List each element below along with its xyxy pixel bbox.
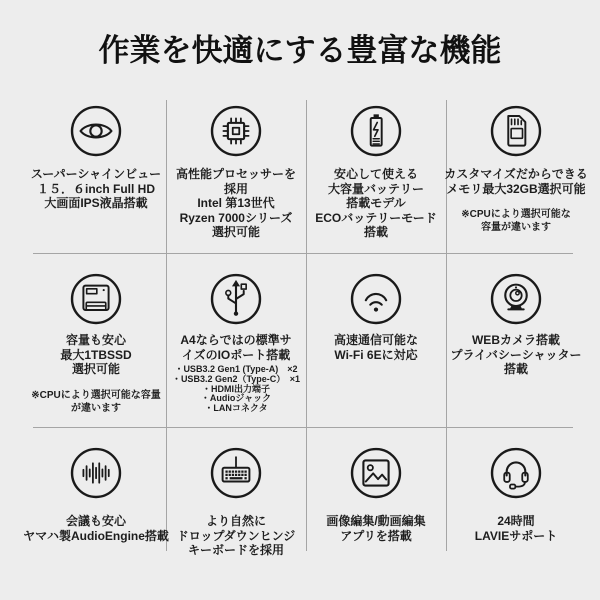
feature-line: １５．６inch Full HD: [36, 181, 155, 196]
eye-icon: [70, 105, 122, 157]
feature-line: カスタマイズだからできる: [444, 167, 588, 181]
audio-waveform-icon: [70, 447, 122, 499]
feature-line: Wi-Fi 6Eに対応: [334, 347, 418, 362]
feature-line: 高性能プロセッサーを: [175, 167, 296, 181]
feature-line: 搭載モデル: [346, 196, 406, 210]
port-list-item: ・USB3.2 Gen2（Type-C） ×1: [171, 373, 301, 384]
feature-line: 大画面IPS液晶搭載: [44, 196, 148, 210]
feature-line: 画像編集/動画編集: [326, 514, 426, 528]
feature-line: 搭載: [503, 362, 528, 376]
feature-cell-wifi: [306, 253, 446, 427]
feature-cell-audio: [23, 427, 169, 560]
feature-cell-battery: [306, 100, 446, 253]
feature-line: 搭載: [363, 225, 388, 239]
page-title: 作業を快適にする豊富な機能: [98, 33, 502, 68]
feature-line: 最大1TBSSD: [60, 347, 132, 362]
feature-line: 選択可能: [211, 225, 260, 239]
feature-line: キーボードを採用: [187, 543, 284, 557]
headset-icon: [490, 447, 542, 499]
feature-cell-editing-apps: [306, 427, 446, 560]
feature-line: A4ならではの標準サ: [180, 333, 292, 347]
port-list-item: ・LANコネクタ: [204, 403, 268, 414]
feature-line: 容量も安心: [65, 333, 126, 347]
battery-icon: [350, 105, 402, 157]
feature-note-line: ※CPUにより選択可能な: [461, 209, 571, 220]
feature-line: 高速通信可能な: [333, 333, 418, 347]
feature-cell-support: [446, 427, 586, 560]
feature-line: ECOバッテリーモード: [315, 210, 437, 225]
feature-cell-display: [26, 100, 166, 253]
cpu-icon: [210, 105, 262, 157]
feature-line: 採用: [223, 181, 248, 196]
webcam-icon: [490, 273, 542, 325]
port-list-item: ・HDMI出力端子: [202, 383, 270, 394]
feature-line: スーパーシャインビュー: [30, 167, 162, 181]
feature-line: 24時間: [497, 514, 535, 528]
feature-cell-webcam: [446, 253, 586, 427]
feature-line: ドロップダウンヒンジ: [176, 528, 296, 543]
feature-line: アプリを搭載: [340, 528, 412, 543]
feature-line: Intel 第13世代: [197, 196, 275, 210]
feature-line: LAVIEサポート: [474, 528, 558, 543]
feature-line: メモリ最大32GB選択可能: [446, 181, 586, 196]
feature-cell-keyboard: [166, 427, 306, 560]
feature-line: より自然に: [205, 514, 266, 528]
port-list-item: ・USB3.2 Gen1 (Type-A) ×2: [174, 364, 298, 374]
feature-cell-io-ports: [166, 253, 306, 427]
image-icon: [350, 447, 402, 499]
feature-note-line: ※CPUにより選択可能な容量: [31, 389, 161, 401]
feature-line: Ryzen 7000シリーズ: [179, 210, 293, 225]
feature-line: ヤマハ製AudioEngine搭載: [23, 528, 169, 543]
memory-card-icon: [490, 105, 542, 157]
storage-drive-icon: [70, 273, 122, 325]
feature-note-line: が違います: [71, 402, 121, 414]
feature-line: 選択可能: [71, 362, 120, 376]
feature-line: WEBカメラ搭載: [471, 333, 560, 347]
usb-icon: [210, 273, 262, 325]
feature-line: 会議も安心: [65, 514, 126, 528]
feature-cell-ssd: [26, 253, 166, 427]
feature-grid: [23, 100, 588, 560]
feature-line: プライバシーシャッター: [450, 347, 582, 362]
port-list-item: ・Audioジャック: [200, 393, 272, 404]
feature-line: 大容量バッテリー: [327, 181, 424, 196]
wifi-icon: [350, 273, 402, 325]
keyboard-icon: [210, 447, 262, 499]
feature-cell-memory: [446, 100, 586, 253]
feature-line: イズのIOポート搭載: [181, 347, 291, 362]
feature-note-line: 容量が違います: [481, 222, 551, 233]
feature-cell-processor: [166, 100, 306, 253]
feature-line: 安心して使える: [333, 167, 418, 181]
